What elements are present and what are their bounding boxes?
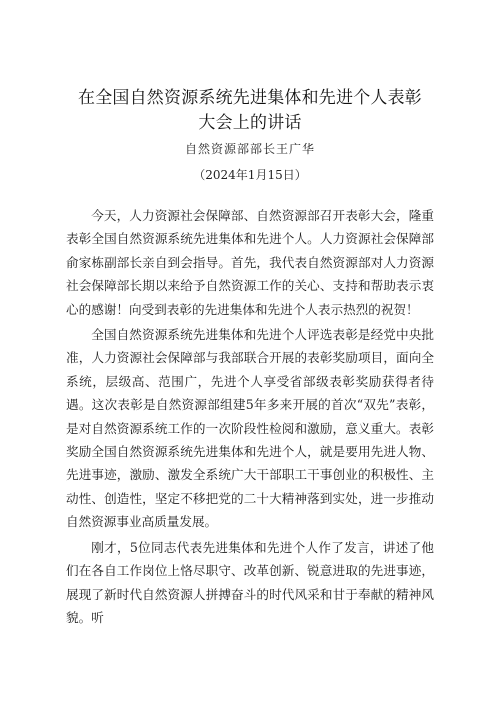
- paragraph-1: 今天，人力资源社会保障部、自然资源部召开表彰大会，隆重表彰全国自然资源系统先进集体和先进个人。人力资源社会保障部俞家栋副部长亲自到会指导。首先，我代表自然资源部对人力资源社会保障部长期以来给予自然资源工作的关心、支持和帮助表示衷心的感谢！向受到表彰的先进集体和先进个人表示热烈的祝贺！: [66, 208, 434, 317]
- date-line: （2024年1月15日）: [193, 168, 307, 182]
- title-line-2: 大会上的讲话: [198, 113, 302, 133]
- paragraph-2: 全国自然资源系统先进集体和先进个人评选表彰是经党中央批准，人力资源社会保障部与我部联合开展的表彰奖励项目，面向全系统，层级高、范围广，先进个人享受省部级表彰奖励获得者待遇。这次表彰是自然资源部组建5年多来开展的首次“双先”表彰，是对自然资源系统工作的一次阶段性检阅和激励，意义重大。表彰奖励全国自然资源系统先进集体和先进个人，就是要用先进人物、先进事迹，激励、激发全系统广大干部职工干事创业的积极性、主动性、创造性，坚定不移把党的二十大精神落到实处，进一步推动自然资源事业高质量发展。: [66, 327, 434, 530]
- document-title: [60, 86, 440, 136]
- title-line-1: 在全国自然资源系统先进集体和先进个人表彰: [78, 88, 422, 108]
- paragraph-3: 刚才，5位同志代表先进集体和先进个人作了发言，讲述了他们在各自工作岗位上恪尽职守、改革创新、锐意进取的先进事迹，展现了新时代自然资源人拼搏奋斗的时代风采和甘于奉献的精神风貌。听: [66, 539, 434, 625]
- document-body: [66, 204, 434, 631]
- author-line: 自然资源部部长王广华: [184, 142, 315, 156]
